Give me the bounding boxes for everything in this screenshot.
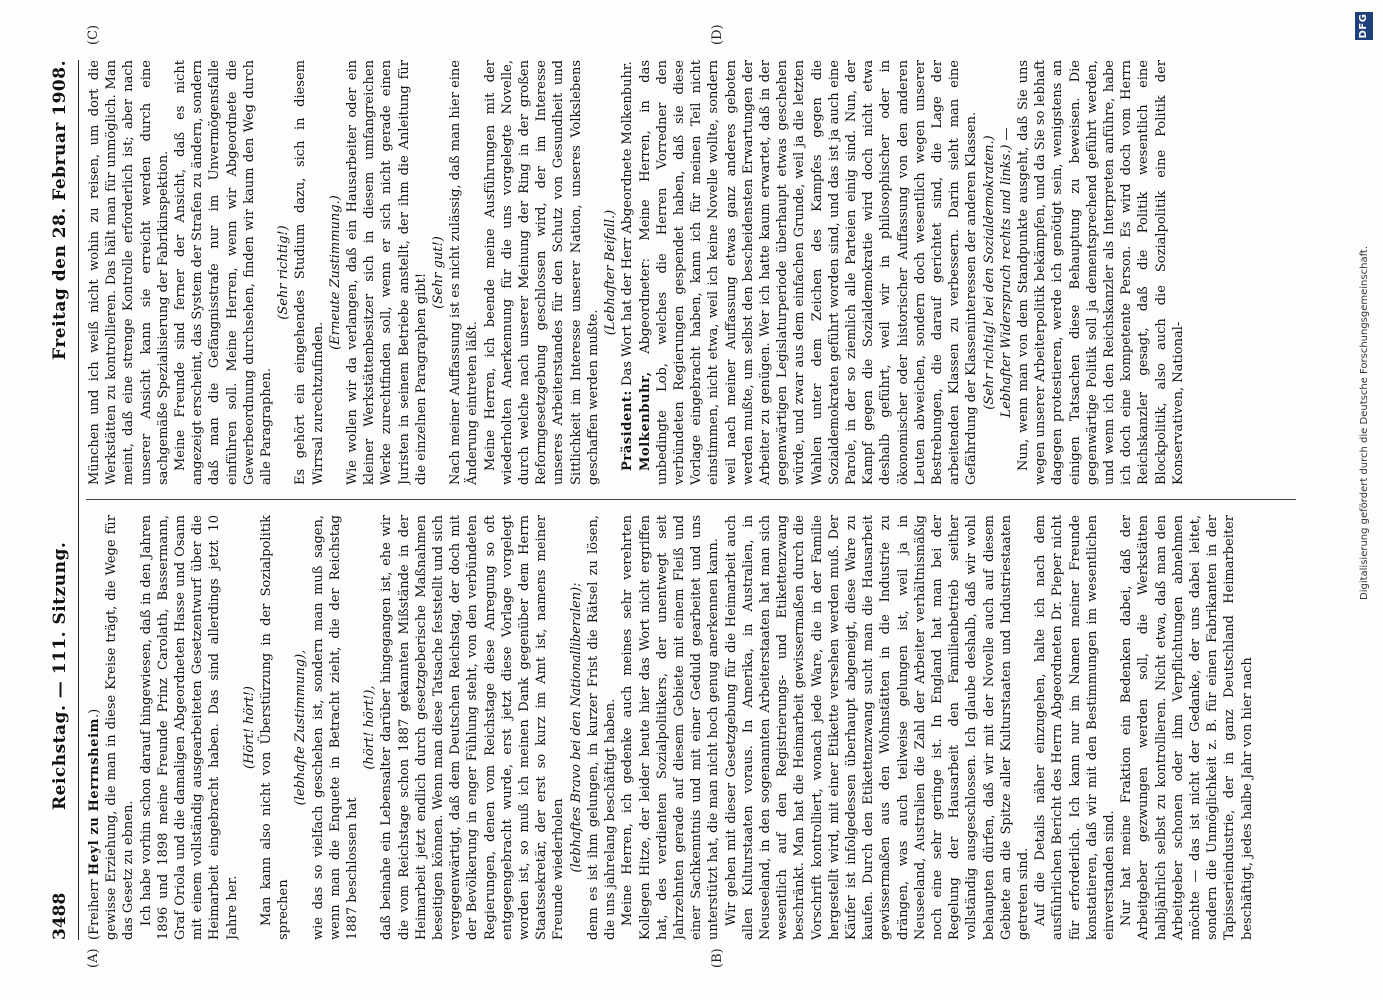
speech-molkenbuhr [637, 60, 981, 485]
interjection: (Lebhafter Beifall.) [603, 209, 619, 336]
paragraph: Ich habe vorhin schon darauf hingewiesen, daß in den Jahren 1896 und 1898 meine Freunde Prinz Carolath, Bassermann, Graf Oriola und die damaligen Abgeordneten Hasse und Osann mit einem vollständig ausgearbeiteten Gesetzentwurf über die Heimarbeit eingebracht haben. Das sind allerdings jetzt 10 Jahre her. [138, 515, 240, 940]
paragraph: daß beinahe ein Lebensalter darüber hingegangen ist, ehe wir die vom Reichstage schon 1887 gekannten Mißstände in der Heimarbeit jetzt endlich durch gesetzgeberische Maßnahmen beseitigen können. Wenn man diese Tatsache feststellt und sich vergegenwärtigt, daß dem Deutschen Reichstag, der doch mit der Bevölkerung in enger Fühlung steht, von den verbündeten Regierungen, denen vom Reichstage diese Anregung so oft entgegengebracht wurde, erst jetzt diese Vorlage vorgelegt worden ist, so muß ich meinen Dank gegenüber dem Herrn Staatssekretär, der erst so kurz im Amt ist, namens meiner Freunde wiederholen [379, 515, 567, 940]
paragraph: Wie wollen wir da verlangen, daß ein Hausarbeiter oder ein kleiner Werkstättenbesitzer sich in diesem umfangreichen Werke zurechtfinden soll, wenn er sich nicht gerade einen Juristen in seinem Betriebe anstellt, der ihm die Anleitung für die einzelnen Paragraphen gibt! [345, 60, 429, 485]
speaker-name: Heyl zu Herrnsheim [87, 718, 102, 876]
session-date: Freitag den 28. Februar 1908. [50, 60, 70, 360]
margin-marker-a: (A) [86, 948, 101, 968]
paragraph: Nur hat meine Fraktion ein Bedenken dabei, daß der Arbeitgeber gezwungen werden soll, die Werkstätten halbjährlich selbst zu kontrollieren. Nicht etwa, daß man den Arbeitgeber schonen oder ihm Verpflichtungen abnehmen möchte — das ist nicht der Gedanke, der uns dabei leitet, sondern die Unmöglichkeit z. B. für einen Fabrikanten in der Tapisserieindustrie, der in ganz Deutschland Heimarbeiter beschäftigt, jedes halbe Jahr von hier nach [1119, 515, 1255, 940]
speaker-continuation-close: .) [87, 708, 102, 719]
speaker-label-molkenbuhr: Molkenbuhr, [637, 371, 653, 471]
president-statement-text: Das Wort hat der Herr Abgeordnete Molkenbuhr. [620, 61, 636, 391]
margin-marker-d: (D) [710, 24, 725, 45]
speaker-continuation [86, 515, 103, 940]
speaker-continuation-open: (Freiherr [87, 875, 102, 940]
interjection: Lebhafter Widerspruch rechts und links.) — [998, 127, 1014, 418]
paragraph: Meine Herren, ich gedenke auch meines sehr verehrten Kollegen Hitze, der leider heute hier das Wort nicht ergriffen hat, des verdienten Sozialpolitikers, der unentwegt seit Jahrzehnten gerade auf diesem Gebiete mit einem Fleiß und einer Sachkenntnis und mit einer Geduld gearbeitet und uns unterstützt hat, die man nicht hoch genug anerkennen kann. [620, 515, 722, 940]
page-footer [1353, 0, 1377, 1000]
interjection: (lebhafte Zustimmung), [293, 649, 309, 806]
interjection: (Sehr richtig! bei den Sozialdemokraten.) [981, 135, 997, 410]
right-column [86, 60, 1306, 485]
header-rule [78, 60, 79, 940]
paragraph: Auf die Details näher einzugehen, halte ich nach dem ausführlichen Bericht des Herrn Abgeordneten Dr. Pieper nicht für erforderlich. Ich kann nur im Namen meiner Freunde konstatieren, daß wir mit den Bestimmungen im wesentlichen einverstanden sind. [1033, 515, 1117, 940]
paragraph: denn es ist ihm gelungen, in kurzer Frist die Rätsel zu lösen, die uns jahrelang beschäftigt haben. [585, 515, 619, 940]
left-column [86, 515, 1306, 940]
paragraph: Meine Herren, ich beende meine Ausführungen mit der wiederholten Anerkennung für die uns vorgelegte Novelle, durch welche nach unserer Meinung der Ring in der großen Reformgesetzgebung geschlossen wird, der im Interesse unseres Arbeiterstandes für den Schutz von Gesundheit und Sittlichkeit im Interesse unserer Nation, unseres Volkslebens geschaffen werden mußte. [482, 60, 601, 485]
margin-marker-c: (C) [86, 24, 101, 45]
column-divider [86, 499, 1296, 500]
paragraph: Wir gehen mit dieser Gesetzgebung für die Heimarbeit auch allen Kulturstaaten voraus. In Amerika, in Australien, in Neuseeland, in den sogenannten Arbeiterstaaten hat man sich wesentlich auf den Registrierungs- und Etikettenzwang beschränkt. Man hat die Heimarbeit gewissermaßen durch die Vorschrift kontrolliert, wonach jede Ware, die in der Familie hergestellt wird, mit einer Etikette versehen werden muß. Der Käufer ist infolgedessen überhaupt abgeneigt, diese Ware zu kaufen. Durch den Etikettenzwang sucht man die Hausarbeit gewissermaßen aus den Wohnstätten in die Industrie zu drängen, was auch teilweise gelungen ist, weil ja in Neuseeland, Australien die Zahl der Arbeiter verhältnismäßig noch eine sehr geringe ist. In England hat man bei der Regelung der Hausarbeit den Familienbetrieb seither vollständig ausgeschlossen. Ich glaube deshalb, daß wir wohl behaupten dürfen, daß wir mit der Novelle auch auf diesem Gebiete an die Spitze aller Kulturstaaten und Industriestaaten getreten sind. [723, 515, 1031, 940]
interjection: (Erneute Zustimmung.) [327, 195, 343, 350]
interjection: (lebhaftes Bravo bei den Nationalliberalen): [568, 582, 584, 873]
paragraph: gewisse Erziehung, die man in diese Kreise trägt, die Wege für das Gesetz zu ebnen. [104, 515, 137, 940]
interjection: (Sehr gut!) [431, 236, 447, 309]
paragraph: Es gehört ein eingehendes Studium dazu, sich in diesem Wirrsal zurechtzufinden. [293, 60, 326, 485]
paragraph: München und ich weiß nicht wohin zu reisen, um dort die Werkstätten zu kontrollieren. Das hält man für unmöglich. Man meint, daß eine strenge Kontrolle erforderlich ist; aber nach unserer Ansicht kann sie erreicht werden durch eine sachgemäße Spezialisierung der Fabrikinspektion. [87, 60, 171, 485]
interjection: (Sehr richtig!) [276, 225, 292, 320]
dfg-logo: DFG [1355, 12, 1373, 40]
margin-marker-b: (B) [710, 948, 725, 968]
page-content [50, 60, 1310, 940]
paragraph: Nun, wenn man von dem Standpunkte ausgeht, daß Sie uns wegen unserer Arbeiterpolitik bekämpfen, und da Sie so lebhaft dagegen protestieren, werde ich genötigt sein, wenigstens an einigen Tatsachen diese Behauptung zu beweisen. Die gegenwärtige Politik soll ja dementsprechend geführt werden, und wenn ich den Reichskanzler als Interpreten anführe, habe ich doch eine kompetente Person. Es wird doch vom Herrn Reichskanzler gesagt, daß die Politik wesentlich eine Blockpolitik, also auch die Sozialpolitik eine Politik der Konservativen, National- [1015, 60, 1186, 485]
paragraph: Meine Freunde sind ferner der Ansicht, daß es nicht angezeigt erscheint, das System der Strafen zu ändern, sondern daß man die Gefängnisstrafe nur im Unvermögensfalle einführen soll. Meine Herren, wenn wir Abgeordnete die Gewerbeordnung durchsehen, finden wir kaum den Weg durch alle Paragraphen. [173, 60, 275, 485]
speaker-label-president: Präsident: [620, 390, 636, 471]
speech-molkenbuhr-text: Abgeordneter: Meine Herren, in das unbedingte Lob, welches die Herren Vorredner den verbündeten Regierungen gespendet haben, daß sie diese Vorlage eingebracht haben, kann ich für meinen Teil nicht einstimmen, nicht etwa, weil ich keine Novelle wollte, sondern weil nach meiner Auffassung etwas ganz anderes geboten werden mußte, um selbst den bescheidensten Erwartungen der Arbeiter zu genügen. Wer ich hatte kaum erwartet, daß in der gegenwärtigen Legislaturperiode überhaupt etwas geschehen würde, und zwar aus dem einfachen Grunde, weil ja die letzten Wahlen unter dem Zeichen des Kampfes gegen die Sozialdemokraten geführt worden sind, und das ist ja auch eine Parole, in der so ziemlich alle Parteien einig sind. Nun, der Kampf gegen die Sozialdemokratie wird doch nicht etwa deshalb geführt, weil wir in philosophischer oder in ökonomischer oder historischer Auffassung von den anderen Leuten abweichen, sondern doch wesentlich wegen unserer Bestrebungen, die darauf gerichtet sind, die Lage der arbeitenden Klassen zu verbessern. Darin sieht man eine Gefährdung der Klasseninteressen der anderen Klassen. [637, 60, 980, 485]
paragraph: Nach meiner Auffassung ist es nicht zulässig, daß man hier eine Änderung eintreten läßt. [448, 60, 481, 485]
page-header [50, 60, 76, 940]
page-number: 3488 [50, 892, 70, 940]
president-statement [619, 60, 636, 485]
digitization-credit: Digitalisierung gefördert durch die Deutsche Forschungsgemeinschaft. [1359, 245, 1370, 600]
interjection: (Hört! hört!) [241, 686, 257, 769]
paragraph: Man kann also nicht von Überstürzung in der Sozialpolitik sprechen [259, 515, 292, 940]
interjection: (hört! hört!), [362, 685, 378, 770]
paragraph: wie das so vielfach geschehen ist, sondern man muß sagen, wenn man die Enquete in Betracht zieht, die der Reichstag 1887 beschlossen hat [310, 515, 361, 940]
session-title: Reichstag. — 111. Sitzung. [50, 541, 70, 810]
